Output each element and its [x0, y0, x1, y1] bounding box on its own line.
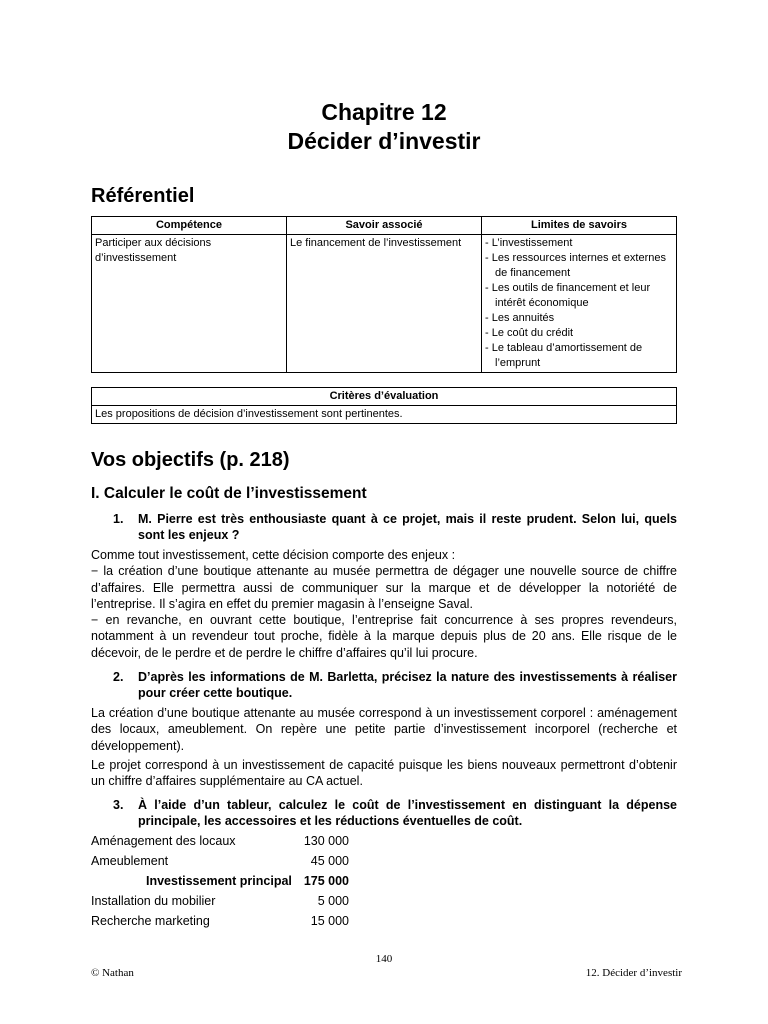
- cost-label: Installation du mobilier: [91, 894, 216, 908]
- objectifs-heading: Vos objectifs (p. 218): [91, 449, 290, 471]
- referentiel-heading: Référentiel: [91, 185, 195, 207]
- question-2: [91, 669, 677, 702]
- list-item: - L’investissement: [485, 236, 673, 251]
- col-header-competence: Compétence: [92, 217, 287, 235]
- question-3: [91, 797, 677, 830]
- cost-row-total: [91, 873, 349, 889]
- cost-row: [91, 913, 349, 929]
- question-1: [91, 511, 677, 544]
- cost-value: 45 000: [310, 854, 349, 868]
- question-number: 2.: [113, 670, 124, 684]
- list-item: - Les ressources internes et externes de financement: [485, 251, 673, 281]
- cost-value: 175 000: [303, 874, 349, 888]
- question-text: D’après les informations de M. Barletta, précisez la nature des investissements à réaliser pour créer cette boutique.: [138, 670, 677, 701]
- answer-1: [91, 547, 677, 661]
- cost-label: Recherche marketing: [91, 914, 210, 928]
- list-item: - Le tableau d’amortissement de l’emprunt: [485, 341, 673, 371]
- list-item: - Les outils de financement et leur intérêt économique: [485, 281, 673, 311]
- cost-value: 5 000: [317, 894, 349, 908]
- cell-limites: [482, 235, 677, 373]
- question-text: À l’aide d’un tableur, calculez le coût de l’investissement en distinguant la dépense principale, les accessoires et les réductions éventuelles de coût.: [138, 798, 677, 829]
- chapter-name: Décider d’investir: [287, 128, 481, 154]
- criteres-table: [91, 387, 677, 424]
- criteres-cell: Les propositions de décision d’investissement sont pertinentes.: [92, 406, 677, 424]
- limites-list: [485, 236, 673, 371]
- cost-value: 130 000: [303, 834, 349, 848]
- page-number: 140: [375, 953, 393, 965]
- question-number: 3.: [113, 798, 124, 812]
- subsection-heading: I. Calculer le coût de l’investissement: [91, 485, 367, 502]
- criteres-header: Critères d’évaluation: [92, 388, 677, 406]
- cost-label: Investissement principal: [146, 874, 292, 888]
- cost-value: 15 000: [310, 914, 349, 928]
- cost-row: [91, 853, 349, 869]
- col-header-savoir: Savoir associé: [287, 217, 482, 235]
- chapter-title: [82, 98, 686, 156]
- footer-copyright: © Nathan: [91, 967, 134, 979]
- footer-chapter-ref: 12. Décider d’investir: [585, 967, 682, 979]
- list-item: - Le coût du crédit: [485, 326, 673, 341]
- question-number: 1.: [113, 512, 124, 526]
- col-header-limites: Limites de savoirs: [482, 217, 677, 235]
- answer-2a: La création d’une boutique attenante au musée correspond à un investissement corporel : aménagement des locaux, ameublement. On repère une petite partie d’investissement incorporel (recherche et développement).: [91, 706, 677, 753]
- cost-row: [91, 893, 349, 909]
- list-item: - Les annuités: [485, 311, 673, 326]
- cell-competence: Participer aux décisions d’investissement: [92, 235, 287, 373]
- chapter-number: Chapitre 12: [321, 99, 447, 125]
- cost-row: [91, 833, 349, 849]
- referentiel-table: [91, 216, 677, 373]
- question-text: M. Pierre est très enthousiaste quant à ce projet, mais il reste prudent. Selon lui, quels sont les enjeux ?: [138, 512, 677, 543]
- cell-savoir: Le financement de l’investissement: [287, 235, 482, 373]
- cost-label: Ameublement: [91, 854, 169, 868]
- answer-paragraph: − la création d’une boutique attenante au musée permettra de dégager une nouvelle source de chiffre d’affaires. Elle permettra aussi de communiquer sur la marque et de développer la notoriété de l’entreprise. Il s’agira en effet du premier magasin à l’enseigne Saval.: [91, 564, 677, 611]
- answer-2b: Le projet correspond à un investissement de capacité puisque les biens nouveaux permettront d’obtenir un chiffre d’affaires supplémentaire au CA actuel.: [91, 758, 677, 789]
- cost-label: Aménagement des locaux: [91, 834, 236, 848]
- answer-paragraph: Comme tout investissement, cette décision comporte des enjeux :: [91, 548, 456, 562]
- answer-paragraph: − en revanche, en ouvrant cette boutique, l’entreprise fait concurrence à ses propres revendeurs, notamment à un revendeur tout proche, fidèle à la marque depuis plus de 20 ans. Elle risque de le décevoir, de le perdre et de perdre le chiffre d’affaires qu’il lui procure.: [91, 613, 677, 660]
